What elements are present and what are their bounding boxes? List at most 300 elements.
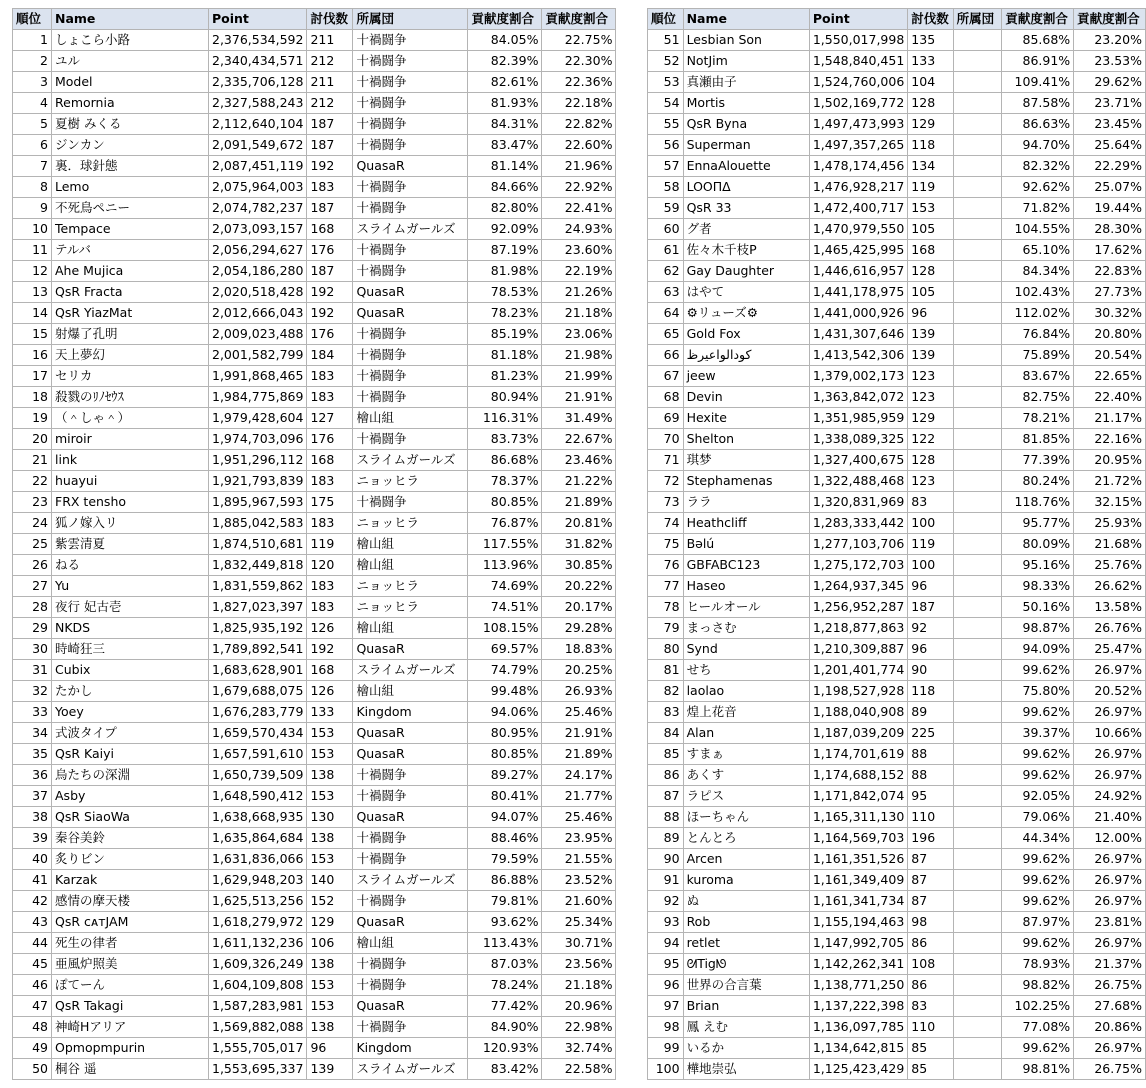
contribution-cell[interactable]: 116.31% [468, 408, 542, 429]
guild-cell[interactable] [953, 303, 1002, 324]
rank-cell[interactable]: 47 [13, 996, 52, 1017]
point-cell[interactable]: 1,256,952,287 [809, 597, 907, 618]
contribution-cell[interactable]: 75.89% [1002, 345, 1074, 366]
rank-cell[interactable]: 14 [13, 303, 52, 324]
rank-cell[interactable]: 6 [13, 135, 52, 156]
rank-cell[interactable]: 21 [13, 450, 52, 471]
name-cell[interactable]: ぽてーん [52, 975, 209, 996]
point-cell[interactable]: 1,555,705,017 [209, 1038, 307, 1059]
kills-cell[interactable]: 128 [908, 93, 953, 114]
name-cell[interactable]: EnnaAlouette [683, 156, 809, 177]
kills-cell[interactable]: 153 [307, 975, 353, 996]
contribution-cell-2[interactable]: 22.16% [1074, 429, 1146, 450]
name-cell[interactable]: 炙りビン [52, 849, 209, 870]
point-cell[interactable]: 1,885,042,583 [209, 513, 307, 534]
name-cell[interactable]: 時崎狂三 [52, 639, 209, 660]
guild-cell[interactable] [953, 954, 1002, 975]
kills-cell[interactable]: 87 [908, 870, 953, 891]
guild-cell[interactable]: QuasaR [353, 912, 468, 933]
contribution-cell-2[interactable]: 21.99% [542, 366, 616, 387]
kills-cell[interactable]: 139 [908, 324, 953, 345]
point-cell[interactable]: 1,650,739,509 [209, 765, 307, 786]
point-cell[interactable]: 1,165,311,130 [809, 807, 907, 828]
point-cell[interactable]: 2,073,093,157 [209, 219, 307, 240]
contribution-header[interactable]: 貢献度割合 [1002, 9, 1074, 30]
kills-cell[interactable]: 138 [307, 828, 353, 849]
contribution-cell[interactable]: 112.02% [1002, 303, 1074, 324]
contribution-cell[interactable]: 102.25% [1002, 996, 1074, 1017]
point-cell[interactable]: 1,825,935,192 [209, 618, 307, 639]
rank-cell[interactable]: 44 [13, 933, 52, 954]
rank-cell[interactable]: 15 [13, 324, 52, 345]
name-cell[interactable]: ほーちゃん [683, 807, 809, 828]
kills-cell[interactable]: 85 [908, 1059, 953, 1080]
name-cell[interactable]: Model [52, 72, 209, 93]
point-cell[interactable]: 1,472,400,717 [809, 198, 907, 219]
name-cell[interactable]: 樺地崇弘 [683, 1059, 809, 1080]
name-cell[interactable]: Asby [52, 786, 209, 807]
contribution-cell-2[interactable]: 22.29% [1074, 156, 1146, 177]
name-cell[interactable]: テルバ [52, 240, 209, 261]
kills-cell[interactable]: 192 [307, 639, 353, 660]
kills-cell[interactable]: 119 [908, 177, 953, 198]
rank-cell[interactable]: 33 [13, 702, 52, 723]
rank-cell[interactable]: 32 [13, 681, 52, 702]
name-cell[interactable]: ⚙リューズ⚙ [683, 303, 809, 324]
contribution-cell-2[interactable]: 26.97% [1074, 933, 1146, 954]
name-cell[interactable]: ᘛTigᘚ [683, 954, 809, 975]
rank-cell[interactable]: 54 [648, 93, 684, 114]
rank-cell[interactable]: 97 [648, 996, 684, 1017]
contribution-cell[interactable]: 75.80% [1002, 681, 1074, 702]
contribution-cell-2[interactable]: 30.71% [542, 933, 616, 954]
guild-cell[interactable] [953, 387, 1002, 408]
contribution-cell[interactable]: 86.68% [468, 450, 542, 471]
point-cell[interactable]: 1,277,103,706 [809, 534, 907, 555]
guild-cell[interactable]: 十禍闘争 [353, 177, 468, 198]
point-cell[interactable]: 1,631,836,066 [209, 849, 307, 870]
name-cell[interactable]: QsR ᴄᴀᴛJAM [52, 912, 209, 933]
contribution-cell[interactable]: 83.47% [468, 135, 542, 156]
kills-cell[interactable]: 87 [908, 891, 953, 912]
contribution-cell[interactable]: 82.75% [1002, 387, 1074, 408]
contribution-cell-2[interactable]: 22.36% [542, 72, 616, 93]
contribution-cell-2[interactable]: 26.62% [1074, 576, 1146, 597]
contribution-cell[interactable]: 76.87% [468, 513, 542, 534]
contribution-header[interactable]: 貢献度割合 [468, 9, 542, 30]
name-cell[interactable]: グ者 [683, 219, 809, 240]
guild-cell[interactable] [953, 1059, 1002, 1080]
name-cell[interactable]: ねる [52, 555, 209, 576]
point-cell[interactable]: 2,335,706,128 [209, 72, 307, 93]
point-cell[interactable]: 1,984,775,869 [209, 387, 307, 408]
point-cell[interactable]: 1,827,023,397 [209, 597, 307, 618]
kills-cell[interactable]: 138 [307, 1017, 353, 1038]
kills-cell[interactable]: 176 [307, 240, 353, 261]
rank-cell[interactable]: 87 [648, 786, 684, 807]
contribution-cell[interactable]: 83.67% [1002, 366, 1074, 387]
guild-cell[interactable]: 十禍闘争 [353, 849, 468, 870]
contribution-cell[interactable]: 94.70% [1002, 135, 1074, 156]
contribution-header-2[interactable]: 貢献度割合 [542, 9, 616, 30]
contribution-cell-2[interactable]: 31.82% [542, 534, 616, 555]
name-cell[interactable]: Karzak [52, 870, 209, 891]
kills-cell[interactable]: 192 [307, 303, 353, 324]
kills-cell[interactable]: 83 [908, 492, 953, 513]
name-cell[interactable]: まっさむ [683, 618, 809, 639]
name-cell[interactable]: Remornia [52, 93, 209, 114]
kills-cell[interactable]: 110 [908, 807, 953, 828]
contribution-cell-2[interactable]: 23.45% [1074, 114, 1146, 135]
contribution-cell[interactable]: 99.62% [1002, 849, 1074, 870]
contribution-cell[interactable]: 85.19% [468, 324, 542, 345]
guild-cell[interactable]: 十禍闘争 [353, 114, 468, 135]
name-cell[interactable]: Heathcliff [683, 513, 809, 534]
guild-cell[interactable]: スライムガールズ [353, 450, 468, 471]
point-cell[interactable]: 1,138,771,250 [809, 975, 907, 996]
point-cell[interactable]: 1,147,992,705 [809, 933, 907, 954]
kills-cell[interactable]: 152 [307, 891, 353, 912]
kills-cell[interactable]: 130 [307, 807, 353, 828]
contribution-cell[interactable]: 78.23% [468, 303, 542, 324]
rank-cell[interactable]: 84 [648, 723, 684, 744]
contribution-header-2[interactable]: 貢献度割合 [1074, 9, 1146, 30]
name-cell[interactable]: QsR Fracta [52, 282, 209, 303]
rank-cell[interactable]: 49 [13, 1038, 52, 1059]
point-cell[interactable]: 2,009,023,488 [209, 324, 307, 345]
contribution-cell[interactable]: 84.66% [468, 177, 542, 198]
rank-cell[interactable]: 51 [648, 30, 684, 51]
point-cell[interactable]: 2,340,434,571 [209, 51, 307, 72]
contribution-cell-2[interactable]: 20.86% [1074, 1017, 1146, 1038]
contribution-cell[interactable]: 99.62% [1002, 702, 1074, 723]
contribution-cell[interactable]: 81.93% [468, 93, 542, 114]
contribution-cell-2[interactable]: 26.75% [1074, 975, 1146, 996]
rank-cell[interactable]: 1 [13, 30, 52, 51]
point-cell[interactable]: 1,155,194,463 [809, 912, 907, 933]
kills-cell[interactable]: 168 [307, 660, 353, 681]
kills-cell[interactable]: 212 [307, 93, 353, 114]
name-cell[interactable]: FRX tensho [52, 492, 209, 513]
kills-cell[interactable]: 153 [307, 744, 353, 765]
name-header[interactable]: Name [52, 9, 209, 30]
contribution-cell-2[interactable]: 23.06% [542, 324, 616, 345]
kills-cell[interactable]: 138 [307, 765, 353, 786]
name-cell[interactable]: 世界の合言葉 [683, 975, 809, 996]
rank-cell[interactable]: 38 [13, 807, 52, 828]
name-cell[interactable]: link [52, 450, 209, 471]
rank-header[interactable]: 順位 [648, 9, 684, 30]
point-cell[interactable]: 1,683,628,901 [209, 660, 307, 681]
rank-cell[interactable]: 55 [648, 114, 684, 135]
point-cell[interactable]: 1,379,002,173 [809, 366, 907, 387]
contribution-cell[interactable]: 99.62% [1002, 660, 1074, 681]
contribution-cell-2[interactable]: 30.85% [542, 555, 616, 576]
point-cell[interactable]: 1,198,527,928 [809, 681, 907, 702]
name-cell[interactable]: 亜風炉照美 [52, 954, 209, 975]
point-cell[interactable]: 1,604,109,808 [209, 975, 307, 996]
rank-cell[interactable]: 77 [648, 576, 684, 597]
contribution-cell[interactable]: 83.73% [468, 429, 542, 450]
contribution-cell[interactable]: 79.81% [468, 891, 542, 912]
guild-cell[interactable] [953, 534, 1002, 555]
kills-cell[interactable]: 183 [307, 177, 353, 198]
guild-cell[interactable] [953, 912, 1002, 933]
rank-cell[interactable]: 61 [648, 240, 684, 261]
rank-cell[interactable]: 41 [13, 870, 52, 891]
rank-cell[interactable]: 19 [13, 408, 52, 429]
kills-cell[interactable]: 153 [307, 786, 353, 807]
contribution-cell[interactable]: 84.05% [468, 30, 542, 51]
kills-cell[interactable]: 119 [307, 534, 353, 555]
contribution-cell-2[interactable]: 23.95% [542, 828, 616, 849]
rank-cell[interactable]: 35 [13, 744, 52, 765]
rank-cell[interactable]: 67 [648, 366, 684, 387]
rank-cell[interactable]: 86 [648, 765, 684, 786]
point-cell[interactable]: 1,497,357,265 [809, 135, 907, 156]
name-cell[interactable]: 鳳 えむ [683, 1017, 809, 1038]
name-cell[interactable]: 殺戮のﾘﾉｾｳｽ [52, 387, 209, 408]
rank-cell[interactable]: 39 [13, 828, 52, 849]
contribution-cell-2[interactable]: 21.37% [1074, 954, 1146, 975]
point-cell[interactable]: 1,218,877,863 [809, 618, 907, 639]
kills-cell[interactable]: 153 [307, 996, 353, 1017]
rank-cell[interactable]: 36 [13, 765, 52, 786]
contribution-cell-2[interactable]: 17.62% [1074, 240, 1146, 261]
name-cell[interactable]: Gay Daughter [683, 261, 809, 282]
kills-cell[interactable]: 153 [307, 723, 353, 744]
guild-cell[interactable] [953, 366, 1002, 387]
kills-cell[interactable]: 153 [307, 849, 353, 870]
name-cell[interactable]: あくす [683, 765, 809, 786]
contribution-cell-2[interactable]: 24.17% [542, 765, 616, 786]
point-cell[interactable]: 1,187,039,209 [809, 723, 907, 744]
contribution-cell-2[interactable]: 22.58% [542, 1059, 616, 1080]
point-cell[interactable]: 1,446,616,957 [809, 261, 907, 282]
contribution-cell[interactable]: 99.62% [1002, 933, 1074, 954]
point-cell[interactable]: 1,327,400,675 [809, 450, 907, 471]
guild-cell[interactable] [953, 513, 1002, 534]
contribution-cell[interactable]: 94.06% [468, 702, 542, 723]
name-cell[interactable]: jeew [683, 366, 809, 387]
name-cell[interactable]: 烏たちの深淵 [52, 765, 209, 786]
contribution-cell[interactable]: 84.31% [468, 114, 542, 135]
contribution-cell[interactable]: 79.06% [1002, 807, 1074, 828]
kills-cell[interactable]: 96 [908, 639, 953, 660]
kills-cell[interactable]: 120 [307, 555, 353, 576]
guild-cell[interactable] [953, 723, 1002, 744]
point-cell[interactable]: 1,465,425,995 [809, 240, 907, 261]
contribution-cell[interactable]: 87.19% [468, 240, 542, 261]
contribution-cell-2[interactable]: 21.77% [542, 786, 616, 807]
guild-cell[interactable] [953, 618, 1002, 639]
guild-cell[interactable]: 檜山組 [353, 408, 468, 429]
name-cell[interactable]: Yu [52, 576, 209, 597]
point-cell[interactable]: 1,789,892,541 [209, 639, 307, 660]
rank-cell[interactable]: 5 [13, 114, 52, 135]
contribution-cell-2[interactable]: 25.07% [1074, 177, 1146, 198]
rank-cell[interactable]: 24 [13, 513, 52, 534]
contribution-cell[interactable]: 77.42% [468, 996, 542, 1017]
contribution-cell-2[interactable]: 23.53% [1074, 51, 1146, 72]
rank-cell[interactable]: 42 [13, 891, 52, 912]
contribution-cell[interactable]: 78.37% [468, 471, 542, 492]
contribution-cell[interactable]: 99.62% [1002, 870, 1074, 891]
contribution-cell[interactable]: 118.76% [1002, 492, 1074, 513]
contribution-cell-2[interactable]: 20.25% [542, 660, 616, 681]
point-cell[interactable]: 1,676,283,779 [209, 702, 307, 723]
name-cell[interactable]: 真瀬由子 [683, 72, 809, 93]
point-cell[interactable]: 1,895,967,593 [209, 492, 307, 513]
contribution-cell[interactable]: 86.88% [468, 870, 542, 891]
guild-cell[interactable] [953, 996, 1002, 1017]
contribution-cell-2[interactable]: 25.47% [1074, 639, 1146, 660]
name-cell[interactable]: セリカ [52, 366, 209, 387]
kills-cell[interactable]: 110 [908, 1017, 953, 1038]
name-cell[interactable]: Arcen [683, 849, 809, 870]
rank-cell[interactable]: 93 [648, 912, 684, 933]
kills-cell[interactable]: 98 [908, 912, 953, 933]
contribution-cell[interactable]: 92.05% [1002, 786, 1074, 807]
point-cell[interactable]: 2,075,964,003 [209, 177, 307, 198]
guild-cell[interactable] [953, 177, 1002, 198]
point-cell[interactable]: 1,441,000,926 [809, 303, 907, 324]
contribution-cell-2[interactable]: 21.40% [1074, 807, 1146, 828]
rank-cell[interactable]: 81 [648, 660, 684, 681]
kills-cell[interactable]: 140 [307, 870, 353, 891]
contribution-cell-2[interactable]: 26.97% [1074, 744, 1146, 765]
contribution-cell[interactable]: 39.37% [1002, 723, 1074, 744]
contribution-cell-2[interactable]: 26.97% [1074, 891, 1146, 912]
contribution-cell[interactable]: 93.62% [468, 912, 542, 933]
contribution-cell-2[interactable]: 20.22% [542, 576, 616, 597]
contribution-cell[interactable]: 87.03% [468, 954, 542, 975]
contribution-cell[interactable]: 80.85% [468, 744, 542, 765]
contribution-cell-2[interactable]: 25.93% [1074, 513, 1146, 534]
contribution-cell-2[interactable]: 22.82% [542, 114, 616, 135]
guild-cell[interactable]: 檜山組 [353, 555, 468, 576]
rank-cell[interactable]: 50 [13, 1059, 52, 1080]
point-cell[interactable]: 1,171,842,074 [809, 786, 907, 807]
point-cell[interactable]: 2,091,549,672 [209, 135, 307, 156]
kills-header[interactable]: 討伐数 [908, 9, 953, 30]
contribution-cell-2[interactable]: 27.73% [1074, 282, 1146, 303]
kills-cell[interactable]: 127 [307, 408, 353, 429]
contribution-cell-2[interactable]: 29.28% [542, 618, 616, 639]
guild-cell[interactable]: ニョッヒラ [353, 471, 468, 492]
kills-cell[interactable]: 168 [307, 219, 353, 240]
name-cell[interactable]: ラピス [683, 786, 809, 807]
guild-cell[interactable]: QuasaR [353, 996, 468, 1017]
guild-cell[interactable] [953, 93, 1002, 114]
contribution-cell-2[interactable]: 32.15% [1074, 492, 1146, 513]
contribution-cell-2[interactable]: 22.19% [542, 261, 616, 282]
rank-cell[interactable]: 72 [648, 471, 684, 492]
point-cell[interactable]: 1,174,688,152 [809, 765, 907, 786]
contribution-cell-2[interactable]: 29.62% [1074, 72, 1146, 93]
guild-cell[interactable] [953, 828, 1002, 849]
rank-cell[interactable]: 4 [13, 93, 52, 114]
guild-cell[interactable]: QuasaR [353, 156, 468, 177]
point-header[interactable]: Point [809, 9, 907, 30]
name-cell[interactable]: Alan [683, 723, 809, 744]
contribution-cell[interactable]: 98.81% [1002, 1059, 1074, 1080]
rank-cell[interactable]: 59 [648, 198, 684, 219]
guild-cell[interactable] [953, 555, 1002, 576]
point-cell[interactable]: 1,550,017,998 [809, 30, 907, 51]
point-cell[interactable]: 1,351,985,959 [809, 408, 907, 429]
contribution-cell[interactable]: 81.14% [468, 156, 542, 177]
rank-cell[interactable]: 98 [648, 1017, 684, 1038]
rank-cell[interactable]: 100 [648, 1059, 684, 1080]
contribution-cell-2[interactable]: 22.41% [542, 198, 616, 219]
contribution-cell-2[interactable]: 21.89% [542, 744, 616, 765]
contribution-cell-2[interactable]: 22.98% [542, 1017, 616, 1038]
kills-cell[interactable]: 187 [908, 597, 953, 618]
point-cell[interactable]: 1,164,569,703 [809, 828, 907, 849]
rank-cell[interactable]: 62 [648, 261, 684, 282]
kills-cell[interactable]: 128 [908, 450, 953, 471]
contribution-cell-2[interactable]: 23.46% [542, 450, 616, 471]
point-cell[interactable]: 1,648,590,412 [209, 786, 307, 807]
name-cell[interactable]: たかし [52, 681, 209, 702]
contribution-cell-2[interactable]: 20.96% [542, 996, 616, 1017]
contribution-cell-2[interactable]: 22.92% [542, 177, 616, 198]
contribution-cell[interactable]: 86.91% [1002, 51, 1074, 72]
guild-cell[interactable] [953, 156, 1002, 177]
point-cell[interactable]: 1,831,559,862 [209, 576, 307, 597]
contribution-cell[interactable]: 80.24% [1002, 471, 1074, 492]
contribution-cell-2[interactable]: 26.76% [1074, 618, 1146, 639]
rank-cell[interactable]: 79 [648, 618, 684, 639]
contribution-cell[interactable]: 104.55% [1002, 219, 1074, 240]
rank-cell[interactable]: 88 [648, 807, 684, 828]
point-cell[interactable]: 1,618,279,972 [209, 912, 307, 933]
contribution-cell[interactable]: 113.96% [468, 555, 542, 576]
kills-cell[interactable]: 133 [908, 51, 953, 72]
point-cell[interactable]: 1,524,760,006 [809, 72, 907, 93]
contribution-cell-2[interactable]: 20.80% [1074, 324, 1146, 345]
kills-cell[interactable]: 86 [908, 975, 953, 996]
name-cell[interactable]: ララ [683, 492, 809, 513]
name-cell[interactable]: 秦谷美鈴 [52, 828, 209, 849]
name-cell[interactable]: Shelton [683, 429, 809, 450]
kills-cell[interactable]: 196 [908, 828, 953, 849]
guild-cell[interactable]: 十禍闘争 [353, 30, 468, 51]
rank-cell[interactable]: 65 [648, 324, 684, 345]
contribution-cell-2[interactable]: 20.95% [1074, 450, 1146, 471]
contribution-cell-2[interactable]: 21.17% [1074, 408, 1146, 429]
kills-cell[interactable]: 96 [908, 303, 953, 324]
kills-cell[interactable]: 192 [307, 156, 353, 177]
kills-cell[interactable]: 212 [307, 51, 353, 72]
point-cell[interactable]: 1,161,351,526 [809, 849, 907, 870]
contribution-cell[interactable]: 81.18% [468, 345, 542, 366]
rank-cell[interactable]: 58 [648, 177, 684, 198]
kills-cell[interactable]: 88 [908, 765, 953, 786]
kills-cell[interactable]: 192 [307, 282, 353, 303]
rank-cell[interactable]: 95 [648, 954, 684, 975]
rank-cell[interactable]: 26 [13, 555, 52, 576]
point-cell[interactable]: 1,338,089,325 [809, 429, 907, 450]
kills-cell[interactable]: 106 [307, 933, 353, 954]
kills-cell[interactable]: 183 [307, 387, 353, 408]
rank-cell[interactable]: 3 [13, 72, 52, 93]
contribution-cell-2[interactable]: 31.49% [542, 408, 616, 429]
guild-cell[interactable] [953, 597, 1002, 618]
name-cell[interactable]: Lemo [52, 177, 209, 198]
name-cell[interactable]: 夏樹 みくる [52, 114, 209, 135]
